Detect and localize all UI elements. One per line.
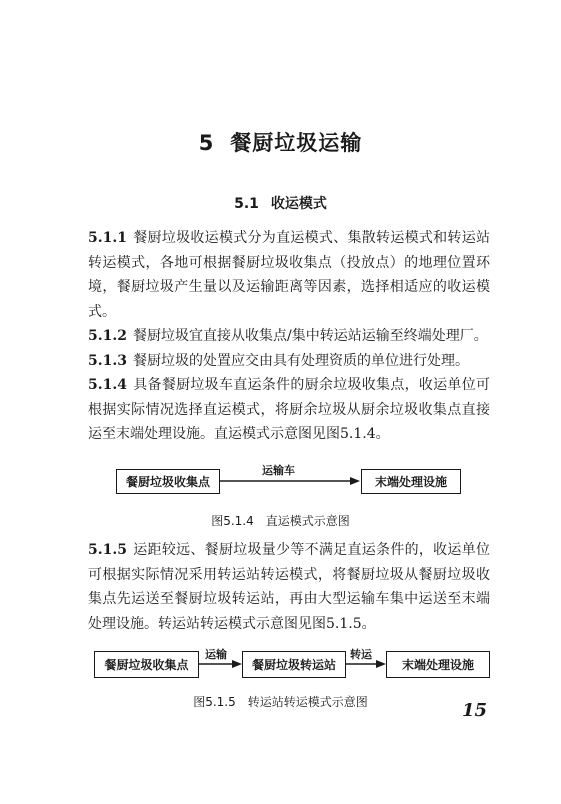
clause-number: 5.1.1 [88,230,127,246]
caption-number: 图5.1.5 [193,695,236,709]
clause-number: 5.1.3 [88,352,127,369]
transport-label: 运输 [205,648,227,661]
section-number: 5.1 [234,196,259,212]
chapter-number: 5 [198,131,215,155]
section-title [0,193,561,213]
arrow-head-1 [232,660,242,668]
clause-text: 运距较远、餐厨垃圾量少等不满足直运条件的，收运单位可根据实际情况采用转运站转运模式，将餐厨垃圾从餐厨垃圾收集点先运送至餐厨垃圾转运站，再由大型运输车集中运送至末端处理设施。转运站转运模式示意图见图5.1.5。 [88,542,490,632]
clause-5-1-2 [88,324,490,349]
arrow-head [350,477,360,485]
clause-number: 5.1.2 [88,328,127,344]
terminal-facility-box: 末端处理设施 [386,651,490,678]
clause-text: 餐厨垃圾收运模式分为直运模式、集散转运模式和转运站转运模式，各地可根据餐厨垃圾收集点（投放点）的地理位置环境，餐厨垃圾产生量以及运输距离等因素，选择相适应的收运模式。 [88,230,490,320]
section-title-text: 收运模式 [270,196,327,212]
transfer-label: 转运 [350,648,372,661]
chapter-title [0,127,561,157]
clause-5-1-3 [88,349,490,374]
transfer-station-box: 餐厨垃圾转运站 [242,651,346,678]
terminal-facility-box: 末端处理设施 [361,469,461,494]
caption-number: 图5.1.4 [211,514,254,528]
caption-text: 转运站转运模式示意图 [247,695,368,709]
clause-text: 具备餐厨垃圾车直运条件的厨余垃圾收集点，收运单位可根据实际情况选择直运模式，将厨余垃圾从厨余垃圾收集点直接运至末端处理设施。直运模式示意图见图5.1.4。 [88,377,490,442]
collection-point-box: 餐厨垃圾收集点 [116,469,220,494]
transport-vehicle-label: 运输车 [262,464,295,477]
clause-number: 5.1.4 [88,377,127,393]
clause-text: 餐厨垃圾宜直接从收集点/集中转运站运输至终端处理厂。 [132,328,488,344]
page-number: 15 [462,700,488,721]
collection-point-box: 餐厨垃圾收集点 [94,651,199,678]
caption-text: 直运模式示意图 [265,514,350,528]
figure-5-1-4-caption [0,512,561,529]
clause-5-1-1 [88,226,490,324]
clause-5-1-4 [88,373,490,447]
chapter-title-text: 餐厨垃圾运输 [230,131,363,155]
clauses-block [88,226,490,447]
clause-5-1-5-paragraph [88,538,490,636]
arrow-head-2 [376,660,386,668]
clause-number: 5.1.5 [88,542,127,558]
clause-5-1-5 [88,538,490,636]
clause-text: 餐厨垃圾的处置应交由具有处理资质的单位进行处理。 [132,352,469,369]
